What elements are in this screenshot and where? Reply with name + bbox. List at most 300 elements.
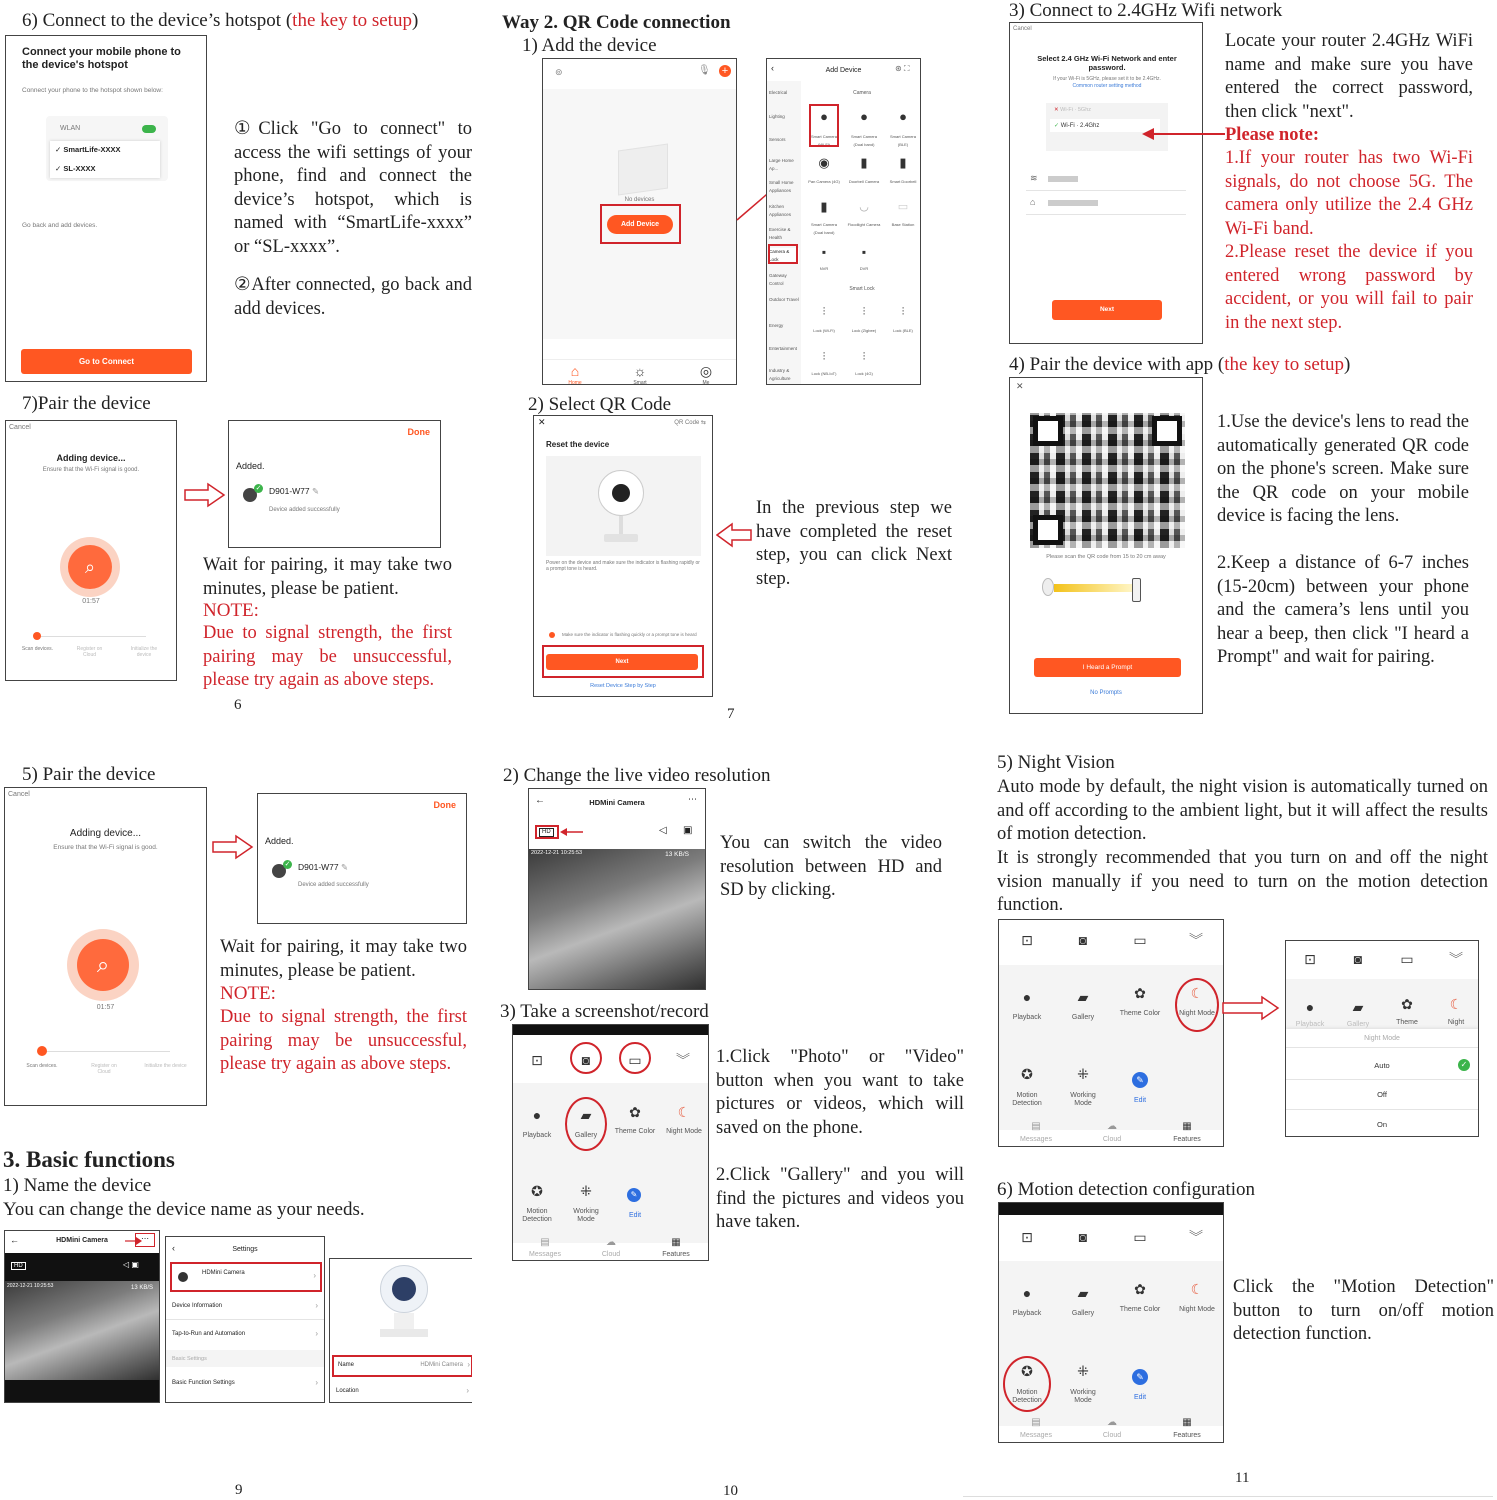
note-1: 1.If your router has two Wi-Fi signals, do not choose 5G. The camera only utilize the 2.4 GHz Wi-Fi band. xyxy=(1225,148,1473,239)
feature-panel-motion xyxy=(998,1202,1224,1443)
pointer-arrow xyxy=(1140,127,1226,141)
home-icon[interactable]: ⌂ xyxy=(570,363,580,379)
highlight-box xyxy=(600,204,681,244)
tab-features[interactable]: Features xyxy=(662,1251,690,1258)
screenshot-icon[interactable]: ⊡ xyxy=(531,1052,543,1068)
progress-dot-active xyxy=(33,632,41,640)
label-working-mode: Working Mode xyxy=(573,1208,599,1223)
tab-cloud[interactable]: Cloud xyxy=(1102,1432,1122,1439)
label-night-mode: Night Mode xyxy=(1179,1010,1215,1017)
dvr-icon[interactable]: ▪ xyxy=(861,245,867,259)
camera-title: HDMini Camera xyxy=(56,1237,108,1244)
qr-screen xyxy=(1009,377,1203,714)
step-scan: Scan devices. xyxy=(21,646,54,652)
screenshot-text-1: 1.Click "Photo" or "Video" button when you want to take pictures or videos, which will saved on the phone. xyxy=(716,1047,964,1138)
plus-icon[interactable]: + xyxy=(719,65,731,77)
motion-detection-icon[interactable]: ✪ xyxy=(531,1183,543,1199)
theme-icon[interactable]: ✿ xyxy=(1401,996,1413,1012)
option-auto[interactable]: Auto xyxy=(1374,1061,1390,1070)
search-icon: ⌕ xyxy=(68,545,112,589)
theme-color-icon[interactable]: ✿ xyxy=(1134,985,1146,1001)
progress-line xyxy=(41,1051,170,1052)
more-options-icon[interactable]: ⋯ xyxy=(135,1233,155,1247)
hd-toggle[interactable]: HD xyxy=(539,828,554,837)
night-mode-icon[interactable]: ☾ xyxy=(1190,1281,1204,1297)
heading-motion-detection: 6) Motion detection configuration xyxy=(997,1179,1256,1200)
reset-check-text: Make sure the indicator is flashing quickly or a prompt tone is heard xyxy=(562,632,697,637)
page-number-7: 7 xyxy=(727,706,735,722)
screenshot-icon[interactable]: ⊡ xyxy=(1021,932,1033,948)
page-number-9: 9 xyxy=(235,1482,243,1498)
label-theme-color: Theme Color xyxy=(1119,1010,1161,1017)
wifi-icon: ≋ xyxy=(1030,173,1038,183)
cloud-icon[interactable]: ☁ xyxy=(1107,1417,1117,1428)
device-name: D901-W77 ✎ xyxy=(298,862,349,872)
item-lock-4g[interactable]: Lock (4G) xyxy=(855,371,873,376)
camera-icon xyxy=(1042,578,1054,596)
qr-code-switch[interactable]: QR Code ⇆ xyxy=(674,420,706,426)
motion-detection-icon[interactable]: ✪ xyxy=(1021,1363,1033,1379)
messages-icon[interactable]: ▤ xyxy=(1031,1121,1041,1132)
wlan-label: WLAN xyxy=(60,125,81,132)
mute-icon[interactable]: ◁ ▣ xyxy=(123,1260,139,1269)
qr-instruction-1: 1.Use the device's lens to read the automatically generated QR code on the phone's screen. Make sure the QR code on your mobile device is facing the lens. xyxy=(1217,412,1469,526)
camera-ble-icon[interactable]: ● xyxy=(899,109,907,124)
label-gallery: Gallery xyxy=(1071,1310,1095,1317)
label-playback: Playback xyxy=(1012,1310,1042,1317)
camera-feed xyxy=(529,849,705,989)
camera-illustration xyxy=(546,456,701,556)
camera-dual2-icon[interactable]: ▮ xyxy=(820,199,828,214)
floodlight-icon[interactable]: ◡ xyxy=(859,201,869,213)
reset-device-screen xyxy=(533,415,713,697)
heading-screenshot: 3) Take a screenshot/record xyxy=(500,1001,709,1022)
highlight-camera-lock xyxy=(768,244,798,264)
resolution-text: You can switch the video resolution between HD and SD by clicking. xyxy=(720,833,942,900)
adding-device-screen xyxy=(5,420,177,681)
video-record-icon[interactable]: ▭ xyxy=(1133,932,1147,948)
gallery-icon[interactable]: ▰ xyxy=(580,1107,592,1123)
note-label-9: NOTE: xyxy=(220,983,276,1004)
no-devices-label: No devices xyxy=(624,197,655,203)
label-edit: Edit xyxy=(1133,1394,1147,1401)
collapse-icon[interactable]: ︾ xyxy=(676,1052,690,1068)
cancel-link[interactable]: Cancel xyxy=(9,424,31,431)
tab-messages[interactable]: Messages xyxy=(1020,1432,1052,1439)
cancel-link[interactable]: Cancel xyxy=(1013,26,1032,32)
screenshot-icon[interactable]: ⊡ xyxy=(1021,1229,1033,1245)
label-motion-detection: Motion Detection xyxy=(1012,1389,1042,1404)
cancel-link[interactable]: Cancel xyxy=(8,791,30,798)
night-text-2: It is strongly recommended that you turn on and off the night vision manually if you need to turn on the motion detection function. xyxy=(997,848,1488,915)
reset-desc: Power on the device and make sure the indicator is flashing rapidly or a prompt tone is heard. xyxy=(546,560,700,572)
note-text-9: Due to signal strength, the first pairing may be unsuccessful, please try again as above steps. xyxy=(220,1007,467,1074)
scan-ring xyxy=(67,929,139,1001)
night-mode-highlight xyxy=(1175,978,1219,1032)
highlight-smart-camera xyxy=(809,104,839,147)
tab-cloud[interactable]: Cloud xyxy=(601,1251,621,1258)
password-field[interactable] xyxy=(1048,200,1098,206)
heading-connect-hotspot: 6) Connect to the device’s hotspot (the key to setup) xyxy=(22,10,419,31)
collapse-icon[interactable]: ︾ xyxy=(1449,951,1463,967)
screenshot-text-2: 2.Click "Gallery" and you will find the pictures and videos you have taken. xyxy=(716,1165,964,1232)
lens-icon xyxy=(612,484,630,502)
theme-color-icon[interactable]: ✿ xyxy=(1134,1281,1146,1297)
adding-title: Adding device... xyxy=(69,828,142,839)
added-status: Device added successfully xyxy=(298,882,369,888)
edit-icon[interactable]: ✎ xyxy=(1132,1369,1148,1385)
added-screen-2 xyxy=(257,793,467,924)
camera-photo-icon[interactable]: ◙ xyxy=(1078,932,1088,948)
lock-nbiot-icon[interactable]: ⫶ xyxy=(822,351,826,363)
camera-title: HDMini Camera xyxy=(589,798,645,807)
messages-icon[interactable]: ▤ xyxy=(1031,1417,1041,1428)
heading-wifi: 3) Connect to 2.4GHz Wifi network xyxy=(1009,0,1283,21)
cat-industry[interactable]: Industry & Agriculture xyxy=(769,368,791,381)
camera-dual-icon[interactable]: ● xyxy=(860,109,868,124)
label-night-mode: Night Mode xyxy=(666,1128,702,1135)
back-icon[interactable]: ‹ xyxy=(172,1243,175,1253)
prev-step-text: In the previous step we have completed the reset step, you can click Next step. xyxy=(756,498,952,589)
tab-messages[interactable]: Messages xyxy=(529,1251,561,1258)
checkbox-icon[interactable] xyxy=(549,632,555,638)
hotspot-step1: Connect your phone to the hotspot shown below: xyxy=(22,87,163,94)
item-smart-camera-wifi[interactable]: Smart Camera (Wi-Fi) xyxy=(810,134,837,147)
feature-panel-night xyxy=(998,919,1224,1147)
camera-feed xyxy=(5,1281,159,1380)
page-bottom-rule xyxy=(963,1496,1493,1497)
edit-icon[interactable]: ✎ xyxy=(627,1188,641,1202)
cat-small[interactable]: Small Home Appliances xyxy=(769,180,794,193)
item-doorbell-camera[interactable]: Doorbell Camera xyxy=(848,179,880,184)
cat-electrical[interactable]: Electrical xyxy=(769,90,788,95)
added-title: Added. xyxy=(265,836,294,846)
cat-energy[interactable]: Energy xyxy=(769,323,784,328)
device-icon xyxy=(178,1272,188,1282)
arrow-right-icon xyxy=(184,482,226,508)
name-device-text: You can change the device name as your needs. xyxy=(3,1199,365,1220)
note-text-6: Due to signal strength, the first pairing may be unsuccessful, please try again as above steps. xyxy=(203,623,452,690)
hd-toggle[interactable]: HD xyxy=(11,1262,26,1270)
heading-pair-device-7: 7)Pair the device xyxy=(22,393,151,414)
tab-messages[interactable]: Messages xyxy=(1020,1136,1052,1143)
item-smart-camera-ble[interactable]: Smart Camera (BLE) xyxy=(889,134,916,147)
hotspot-instruction-1: ①Click "Go to connect" to access the wifi settings of your phone, find and connect the device’s hotspot, which is named with “SmartLife-xxxx” or “SL-xxxx”. xyxy=(234,119,472,257)
working-mode-icon[interactable]: ⁜ xyxy=(580,1183,592,1199)
pan-camera-icon[interactable]: ◉ xyxy=(818,155,830,170)
label-edit: Edit xyxy=(628,1212,642,1219)
wifi-name-field[interactable] xyxy=(1048,176,1078,182)
fullscreen-icon[interactable]: ▣ xyxy=(683,825,693,836)
wlan-card xyxy=(46,116,168,181)
name-row[interactable]: Name HDMini Camera › xyxy=(332,1355,472,1377)
back-icon[interactable]: ‹ xyxy=(771,63,774,73)
tab-smart[interactable]: Smart xyxy=(633,380,647,385)
speaker-icon[interactable]: ◁ xyxy=(659,825,667,836)
playback-icon[interactable]: ● xyxy=(1022,989,1032,1005)
screenshot-icon[interactable]: ⊡ xyxy=(1304,951,1316,967)
collapse-icon[interactable]: ︾ xyxy=(1189,932,1203,948)
cat-lighting[interactable]: Lighting xyxy=(769,114,785,119)
nvr-icon[interactable]: ▪ xyxy=(821,245,827,259)
heading-pair-with-app: 4) Pair the device with app (the key to setup) xyxy=(1009,354,1351,375)
cat-exercise[interactable]: Exercise & Health xyxy=(769,227,791,240)
playback-icon[interactable]: ● xyxy=(1305,999,1315,1015)
hotspot-phone-screen xyxy=(5,35,207,382)
cat-large[interactable]: Large Home Ap... xyxy=(769,158,794,171)
label-motion-detection: Motion Detection xyxy=(522,1208,552,1223)
camera-wifi-icon[interactable]: ● xyxy=(820,109,828,124)
no-prompts-link[interactable]: No Prompts xyxy=(1090,690,1122,696)
lock-ble-icon[interactable]: ⫶ xyxy=(901,306,905,318)
feature-panel-screen xyxy=(512,1024,709,1261)
smart-icon[interactable]: ☼ xyxy=(633,363,647,379)
step-initialize: Initialize the device xyxy=(144,1063,187,1069)
step-register: Register on Cloud xyxy=(76,646,103,658)
cat-sensors[interactable]: Sensors xyxy=(769,137,786,142)
item-nvr[interactable]: NVR xyxy=(819,266,829,271)
video-record-icon[interactable]: ▭ xyxy=(1133,1229,1147,1245)
cat-camera-lock[interactable]: Camera & Lock xyxy=(769,248,799,264)
item-lock-nbiot[interactable]: Lock (NB-IoT) xyxy=(811,371,837,376)
collapse-icon[interactable]: ︾ xyxy=(1189,1229,1203,1245)
reset-title: Reset the device xyxy=(546,440,610,449)
item-floodlight[interactable]: Floodlight Camera xyxy=(847,222,881,227)
step-initialize: Initialize the device xyxy=(130,646,158,658)
night-mode-title: Night Mode xyxy=(1364,1035,1400,1042)
wifi-screen xyxy=(1009,22,1203,344)
mic-icon[interactable]: 🎙 xyxy=(698,65,711,76)
wifi-sub: If your Wi-Fi is 5GHz, please set it to be 2.4GHz. xyxy=(1053,76,1161,82)
live-view-screen xyxy=(4,1230,160,1403)
cat-outdoor[interactable]: Outdoor Travel xyxy=(769,297,799,302)
progress-line xyxy=(36,636,146,637)
device-name: D901-W77 ✎ xyxy=(269,486,320,496)
video-highlight xyxy=(619,1042,651,1074)
scan-icon[interactable]: ⊚ xyxy=(555,67,563,77)
ssid-item-2[interactable]: ✓ SL-XXXX xyxy=(55,164,96,173)
lock-4g-icon[interactable]: ⫶ xyxy=(862,351,866,363)
tab-features[interactable]: Features xyxy=(1173,1432,1201,1439)
base-station-icon[interactable]: ▭ xyxy=(897,201,909,213)
features-icon[interactable]: ▦ xyxy=(1182,1417,1192,1428)
live-view-screen-2 xyxy=(528,788,706,990)
phone-icon xyxy=(1132,578,1141,602)
smart-doorbell-icon[interactable]: ▮ xyxy=(899,155,907,170)
settings-screen: ‹ Settings HDMini Camera › Device Information › Tap-to-Run and Automation › Basic Settings Basic Function Settings › xyxy=(165,1236,325,1403)
camera-photo-icon[interactable]: ◙ xyxy=(1353,951,1363,967)
back-icon[interactable]: ← xyxy=(10,1235,19,1245)
label-gallery: Gallery xyxy=(574,1132,598,1139)
edit-pencil-icon: ✎ xyxy=(312,486,320,496)
qr-code xyxy=(1030,413,1185,548)
gallery-icon[interactable]: ▰ xyxy=(1077,1285,1089,1301)
check-icon: ✓ xyxy=(1458,1059,1470,1071)
arrow-right-icon xyxy=(1222,995,1280,1021)
adding-sub: Ensure that the Wi-Fi signal is good. xyxy=(53,844,158,851)
done-button[interactable]: Done xyxy=(407,427,430,437)
progress-dot-active xyxy=(37,1046,47,1056)
tab-home[interactable]: Home xyxy=(568,380,582,385)
reset-step-link[interactable]: Reset Device Step by Step xyxy=(590,683,656,689)
heading-basic-functions: 3. Basic functions xyxy=(3,1147,175,1172)
done-button[interactable]: Done xyxy=(433,800,456,810)
label-working-mode: Working Mode xyxy=(1070,1389,1096,1404)
item-dvr[interactable]: DVR xyxy=(859,266,869,271)
location-row[interactable]: Location xyxy=(336,1388,359,1394)
search-icon: ⌕ xyxy=(77,939,129,991)
features-icon[interactable]: ▦ xyxy=(1182,1121,1192,1132)
close-icon[interactable]: ✕ xyxy=(538,417,546,427)
heading-resolution: 2) Change the live video resolution xyxy=(503,765,771,786)
cat-gateway[interactable]: Gateway Control xyxy=(769,273,787,286)
heading-name-device: 1) Name the device xyxy=(3,1175,152,1196)
qr-instruction-2: 2.Keep a distance of 6-7 inches (15-20cm) between your phone and the camera’s lens until you hear a beep, then click "I heard a Prompt" and wait for pairing. xyxy=(1217,553,1469,667)
cat-kitchen[interactable]: Kitchen Appliances xyxy=(769,204,792,217)
night-mode-sheet xyxy=(1285,940,1479,1137)
added-status: Device added successfully xyxy=(269,507,340,513)
item-smart-camera-dual2[interactable]: Smart Camera (Dual band) xyxy=(810,222,837,235)
hotspot-instruction-2: ②After connected, go back and add devices. xyxy=(234,275,472,319)
timestamp: 2022-12-21 10:25:53 xyxy=(7,1283,54,1289)
camera-photo-icon[interactable]: ◙ xyxy=(1078,1229,1088,1245)
adding-sub: Ensure that the Wi-Fi signal is good. xyxy=(42,467,140,473)
item-lock-wifi[interactable]: Lock (Wi-Fi) xyxy=(813,328,835,333)
label-theme-color: Theme Color xyxy=(1119,1306,1161,1313)
device-row[interactable]: HDMini Camera › xyxy=(170,1262,322,1292)
label-gallery: Gallery xyxy=(1346,1021,1370,1028)
add-device-button[interactable]: Add Device xyxy=(607,215,673,234)
tab-me[interactable]: Me xyxy=(702,380,710,385)
name-edit-screen: Name HDMini Camera › Location › xyxy=(329,1258,472,1403)
video-record-icon[interactable]: ▭ xyxy=(1400,951,1414,967)
wifi-24: ✓ Wi-Fi · 2.4Ghz xyxy=(1054,123,1100,129)
gallery-icon[interactable]: ▰ xyxy=(1077,989,1089,1005)
settings-title: Settings xyxy=(232,1246,258,1253)
photo-highlight xyxy=(570,1042,602,1074)
back-icon[interactable]: ← xyxy=(535,795,545,806)
edit-icon[interactable]: ✎ xyxy=(1132,1072,1148,1088)
wifi-title: Select 2.4 GHz Wi-Fi Network and enter password. xyxy=(1037,54,1177,72)
lock-wifi-icon[interactable]: ⫶ xyxy=(822,306,826,318)
hotspot-title: Connect your mobile phone to the device's hotspot xyxy=(22,46,181,71)
cloud-icon[interactable]: ☁ xyxy=(606,1237,616,1248)
heading-pair-device-5: 5) Pair the device xyxy=(22,764,156,785)
gear-icon[interactable]: ⊛ ⛶ xyxy=(895,64,910,73)
playback-icon[interactable]: ● xyxy=(1022,1285,1032,1301)
edit-pencil-icon: ✎ xyxy=(341,862,349,872)
section-camera: Camera xyxy=(853,90,871,96)
heading-way2: Way 2. QR Code connection xyxy=(502,12,731,33)
lock-zigbee-icon[interactable]: ⫶ xyxy=(862,306,866,318)
note-label-6: NOTE: xyxy=(203,600,259,621)
adding-device-screen-2 xyxy=(4,787,207,1106)
qr-caption: Please scan the QR code from 15 to 20 cm away xyxy=(1046,554,1166,560)
label-gallery: Gallery xyxy=(1071,1014,1095,1021)
empty-box-icon xyxy=(618,143,668,195)
timer: 01:57 xyxy=(82,598,100,605)
item-smart-camera-dual[interactable]: Smart Camera (Dual band) xyxy=(850,134,877,147)
add-device-title: Add Device xyxy=(825,67,862,74)
gallery-icon[interactable]: ▰ xyxy=(1352,999,1364,1015)
wait-text-9: Wait for pairing, it may take two minutes, please be patient. xyxy=(220,937,467,981)
night-mode-icon[interactable]: ☾ xyxy=(1190,985,1204,1001)
category-sidebar xyxy=(767,81,801,384)
night-mode-icon[interactable]: ☾ xyxy=(677,1104,691,1120)
row-device-info[interactable]: Device Information xyxy=(172,1303,223,1309)
gallery-highlight xyxy=(565,1097,607,1151)
section-basic-settings: Basic Settings xyxy=(172,1356,207,1362)
option-off[interactable]: Off xyxy=(1377,1090,1387,1099)
step-register: Register on Cloud xyxy=(91,1063,117,1075)
item-smart-doorbell[interactable]: Smart Doorbell xyxy=(889,179,917,184)
label-playback: Playback xyxy=(1295,1021,1325,1028)
next-button[interactable]: Next xyxy=(1052,300,1162,320)
please-note: Please note: xyxy=(1225,125,1320,145)
label-motion-detection: Motion Detection xyxy=(1012,1092,1042,1107)
working-mode-icon[interactable]: ⁜ xyxy=(1077,1363,1089,1379)
night-text-1: Auto mode by default, the night vision is automatically turned on and off according to the ambient light, but it will affect the results of motion detection. xyxy=(997,777,1488,844)
item-base-station[interactable]: Base Station xyxy=(891,222,915,227)
heading-add-device: 1) Add the device xyxy=(522,35,657,56)
ssid-list xyxy=(50,141,160,178)
doorbell-camera-icon[interactable]: ▮ xyxy=(860,155,868,170)
night-icon[interactable]: ☾ xyxy=(1449,996,1463,1012)
camera-photo-icon[interactable]: ◙ xyxy=(581,1052,591,1068)
me-icon[interactable]: ◎ xyxy=(699,363,713,379)
next-button[interactable]: Next xyxy=(546,654,698,670)
go-to-connect-button[interactable]: Go to Connect xyxy=(21,349,192,374)
tab-features[interactable]: Features xyxy=(1173,1136,1201,1143)
note-2: 2.Please reset the device if you entered wrong password by accident, or you will fail to pair in the next step. xyxy=(1225,242,1473,333)
close-icon[interactable]: ✕ xyxy=(1016,381,1024,391)
cat-entertainment[interactable]: Entertainment xyxy=(769,346,798,351)
heading-night-vision: 5) Night Vision xyxy=(997,752,1115,773)
label-theme-color: Theme Color xyxy=(614,1128,656,1135)
home-no-devices-screen xyxy=(542,58,737,385)
locate-text: Locate your router 2.4GHz WiFi name and make sure you have entered the correct password, then click "next". xyxy=(1225,31,1473,122)
step-scan: Scan devices. xyxy=(26,1063,58,1069)
item-lock-ble[interactable]: Lock (BLE) xyxy=(893,328,913,333)
row-automation[interactable]: Tap-to-Run and Automation xyxy=(172,1331,246,1337)
item-lock-zigbee[interactable]: Lock (Zigbee) xyxy=(851,328,877,333)
arrow-right-icon xyxy=(212,834,254,860)
page-number-10: 10 xyxy=(723,1483,738,1499)
night-sheet xyxy=(1286,1029,1478,1136)
check-icon: ✓ xyxy=(255,485,262,492)
theme-color-icon[interactable]: ✿ xyxy=(629,1104,641,1120)
wifi-5g[interactable]: ✕ Wi-Fi · 5Ghz xyxy=(1054,107,1092,113)
messages-icon[interactable]: ▤ xyxy=(540,1237,550,1248)
label-playback: Playback xyxy=(522,1132,552,1139)
playback-icon[interactable]: ● xyxy=(532,1107,542,1123)
item-pan-camera[interactable]: Pan Camera (4G) xyxy=(808,179,840,184)
heard-prompt-button[interactable]: I Heard a Prompt xyxy=(1034,658,1181,677)
row-basic-function[interactable]: Basic Function Settings xyxy=(172,1380,235,1386)
video-record-icon[interactable]: ▭ xyxy=(628,1052,642,1068)
router-setting-link[interactable]: Common router setting method xyxy=(1072,83,1142,89)
cloud-icon[interactable]: ☁ xyxy=(1107,1121,1117,1132)
motion-detection-icon[interactable]: ✪ xyxy=(1021,1066,1033,1082)
wlan-toggle[interactable] xyxy=(142,125,156,133)
ssid-item-1[interactable]: ✓ SmartLife-XXXX xyxy=(55,145,121,154)
tab-cloud[interactable]: Cloud xyxy=(1102,1136,1122,1143)
working-mode-icon[interactable]: ⁜ xyxy=(1077,1066,1089,1082)
option-on[interactable]: On xyxy=(1376,1120,1387,1129)
label-night: Night xyxy=(1447,1019,1465,1026)
more-icon[interactable]: ⋯ xyxy=(688,794,697,804)
features-icon[interactable]: ▦ xyxy=(671,1237,681,1248)
